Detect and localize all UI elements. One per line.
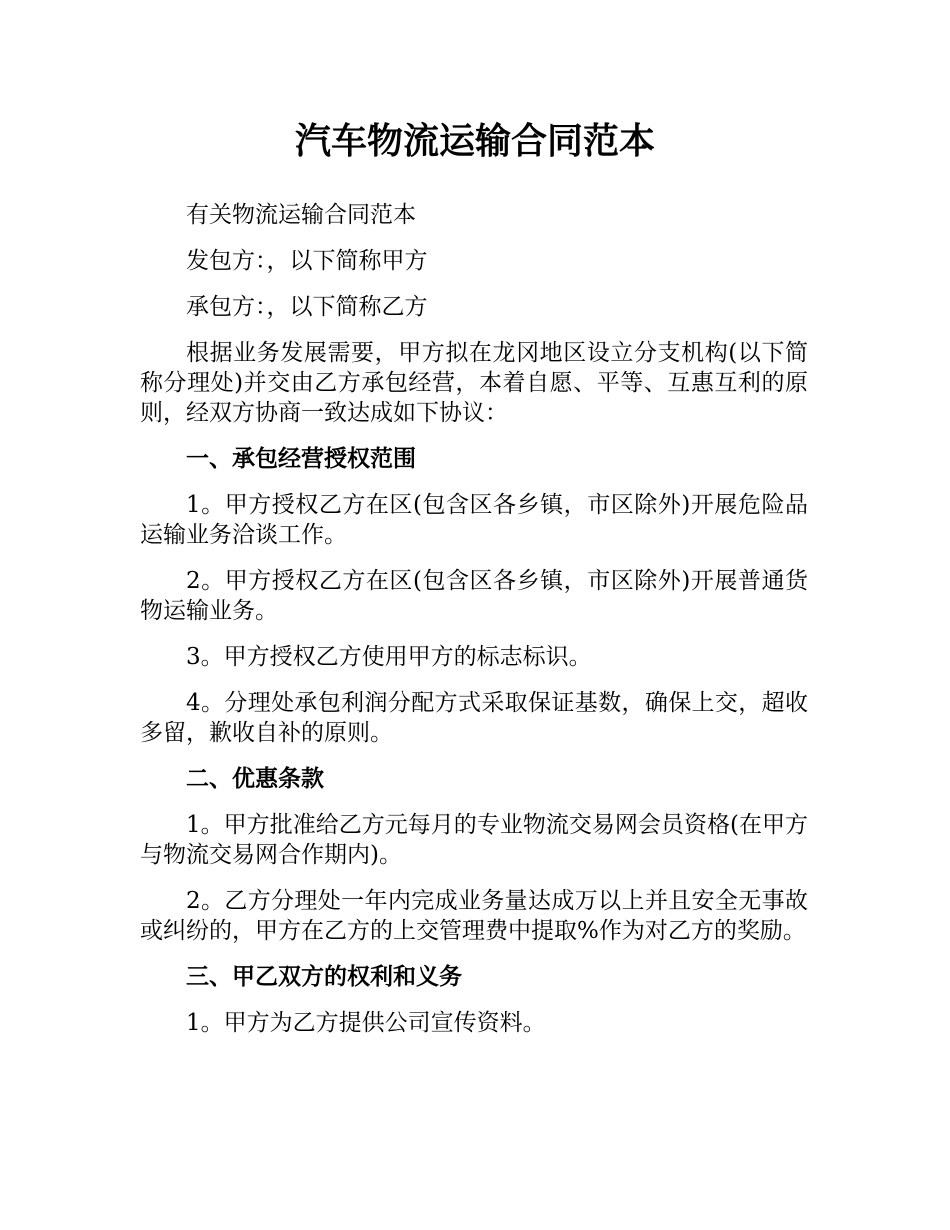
paragraph-party-a: 发包方：，以下简称甲方 <box>186 248 428 274</box>
paragraph-intro: 有关物流运输合同范本 <box>186 202 416 228</box>
clause-2-1: 1。甲方批准给乙方元每月的专业物流交易网会员资格(在甲方与物流交易网合作期内)。 <box>140 812 808 868</box>
clause-2-2: 2。乙方分理处一年内完成业务量达成万以上并且安全无事故或纠纷的，甲方在乙方的上交管理费中提取%作为对乙方的奖励。 <box>140 888 808 944</box>
paragraph-party-b: 承包方：，以下简称乙方 <box>186 294 428 320</box>
document-title: 汽车物流运输合同范本 <box>294 121 655 162</box>
clause-1-3: 3。甲方授权乙方使用甲方的标志标识。 <box>186 644 592 670</box>
section-heading-1: 一、承包经营授权范围 <box>186 446 416 472</box>
section-heading-2: 二、优惠条款 <box>186 766 324 792</box>
clause-1-2: 2。甲方授权乙方在区(包含区各乡镇，市区除外)开展普通货物运输业务。 <box>140 568 808 624</box>
section-heading-3: 三、甲乙双方的权利和义务 <box>186 964 462 990</box>
clause-3-1: 1。甲方为乙方提供公司宣传资料。 <box>186 1010 546 1036</box>
clause-1-1: 1。甲方授权乙方在区(包含区各乡镇，市区除外)开展危险品运输业务洽谈工作。 <box>140 492 808 548</box>
clause-1-4: 4。分理处承包利润分配方式采取保证基数，确保上交，超收多留，歉收自补的原则。 <box>140 690 808 746</box>
document-body <box>140 200 808 1054</box>
paragraph-preamble: 根据业务发展需要，甲方拟在龙冈地区设立分支机构(以下简称分理处)并交由乙方承包经营，本着自愿、平等、互惠互利的原则，经双方协商一致达成如下协议： <box>140 340 808 426</box>
